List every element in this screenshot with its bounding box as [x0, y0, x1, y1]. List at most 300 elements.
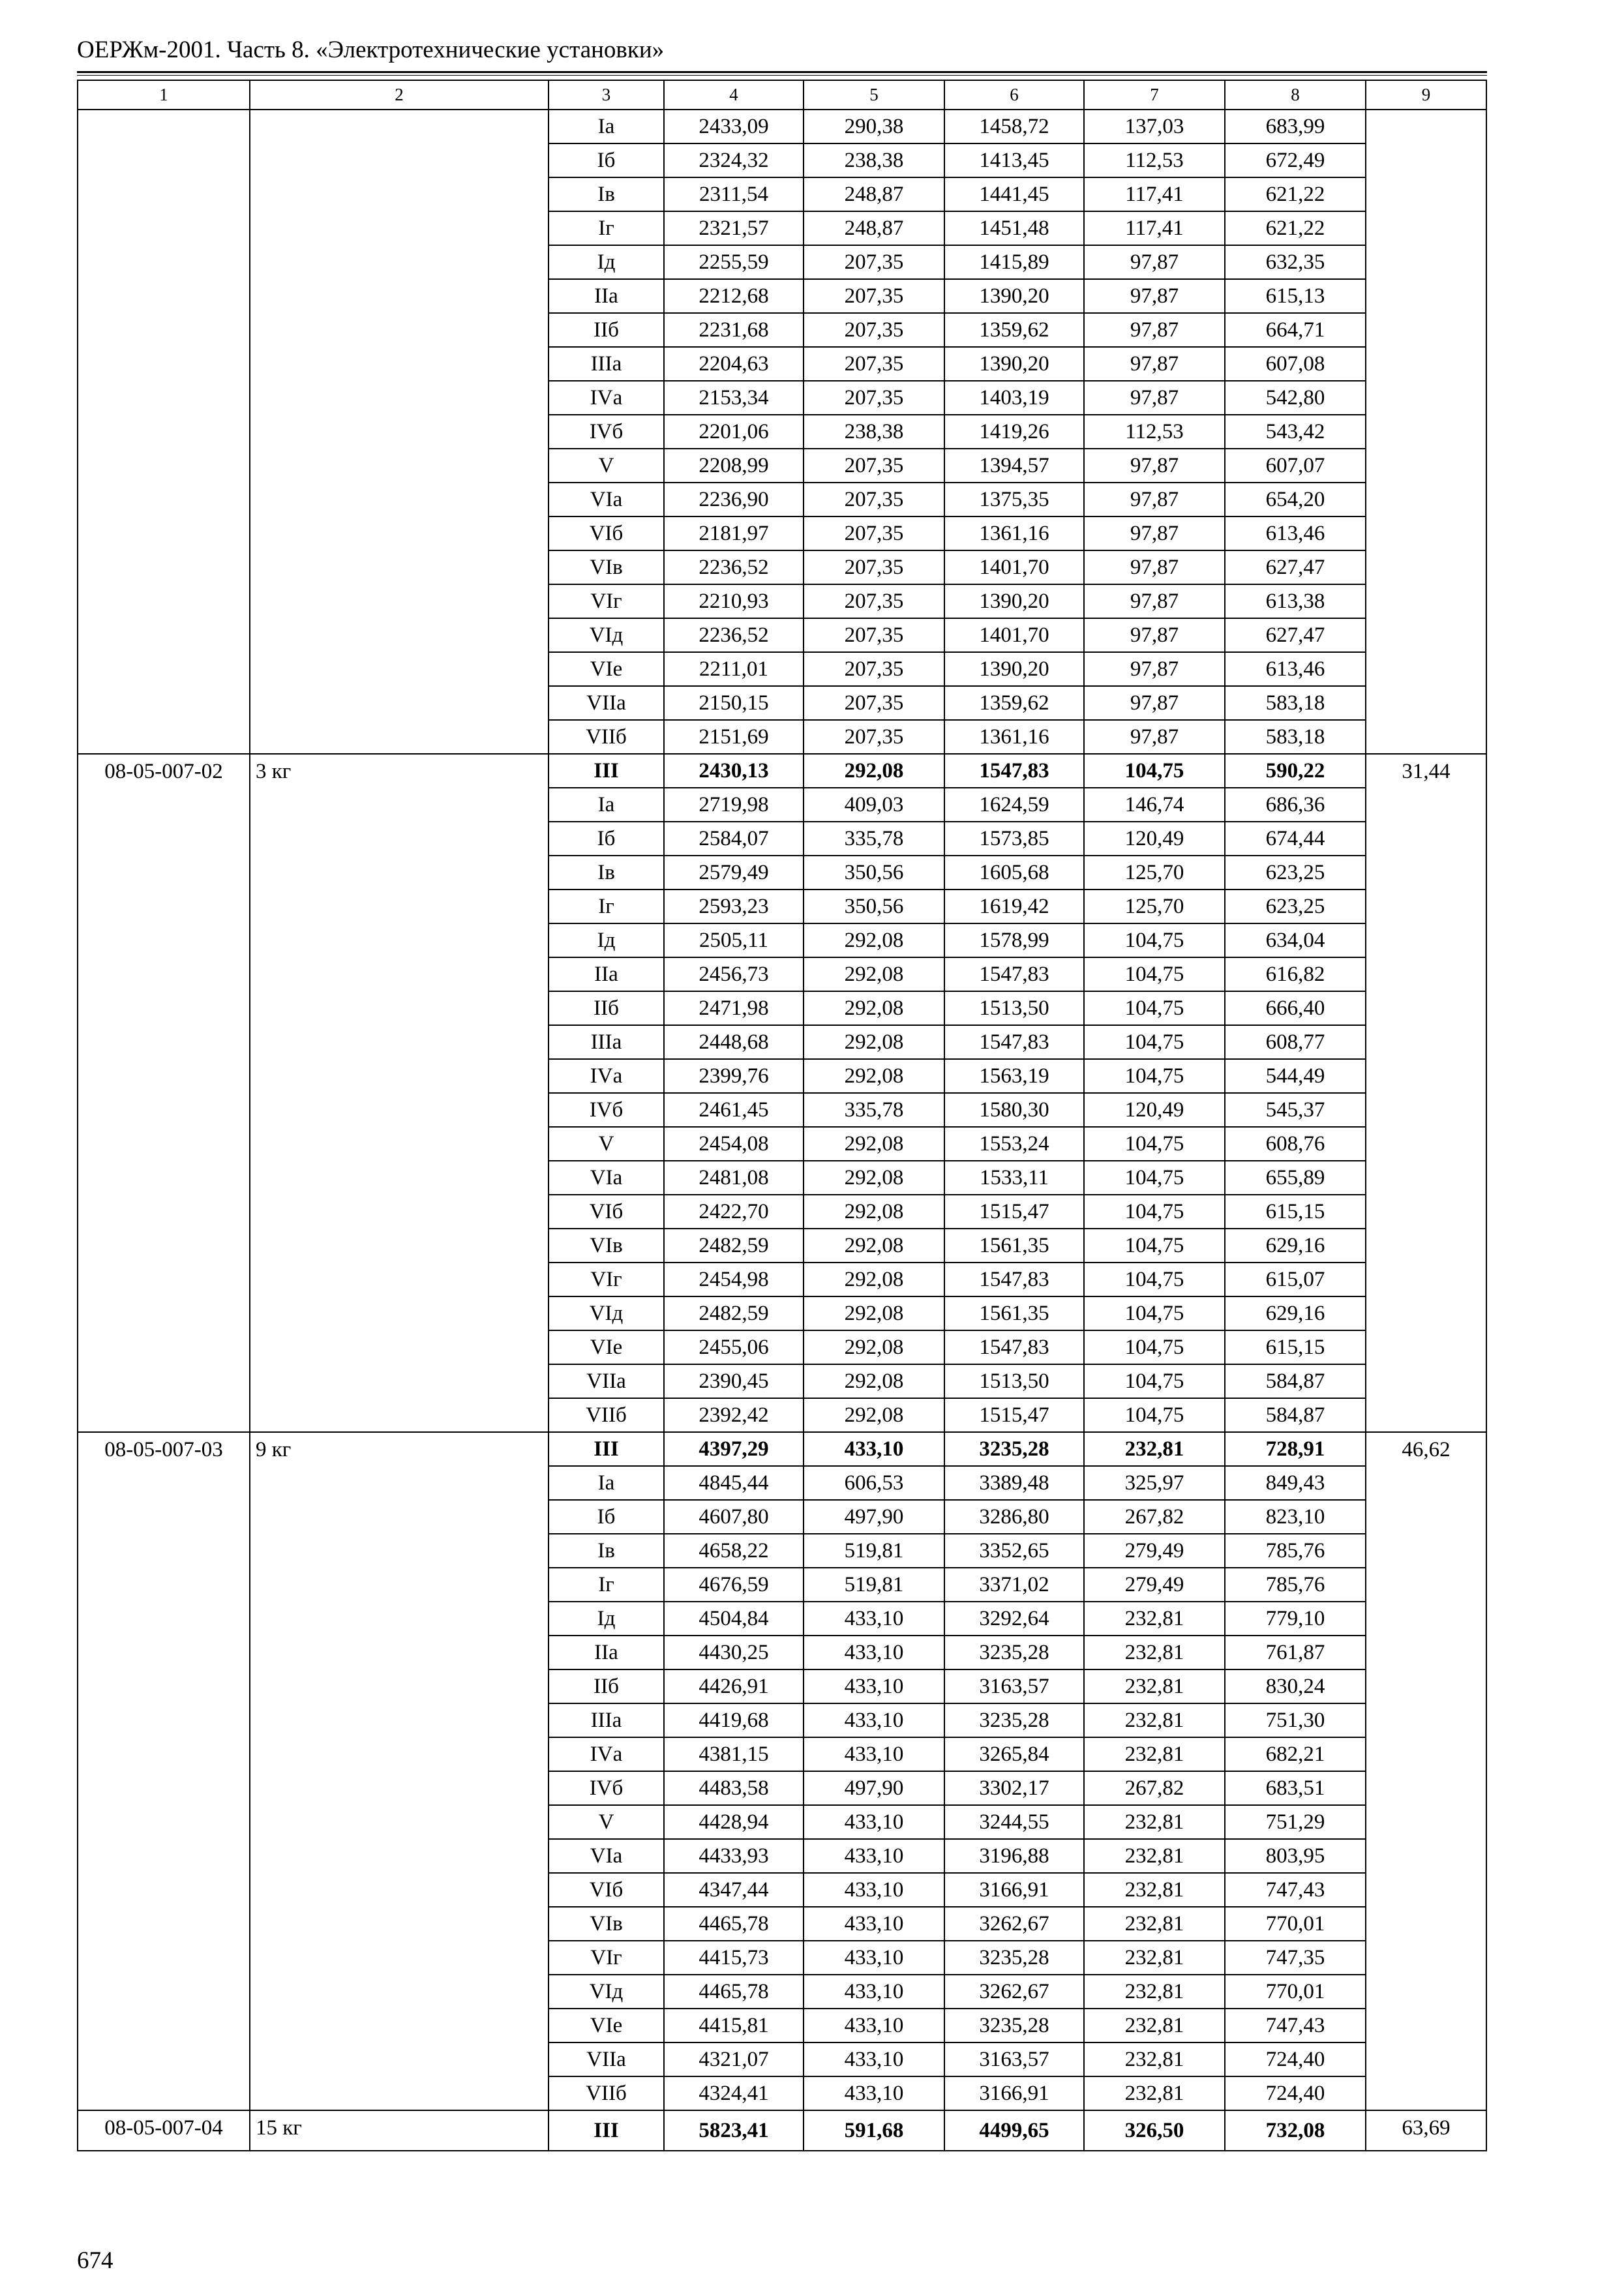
value-cell: 232,81: [1084, 1873, 1225, 1907]
value-cell: 1619,42: [944, 890, 1084, 923]
value-cell: 615,07: [1225, 1263, 1366, 1296]
zone-cell: VIв: [549, 550, 664, 584]
zone-cell: Iд: [549, 923, 664, 957]
value-cell: 623,25: [1225, 890, 1366, 923]
value-cell: 2236,52: [664, 550, 804, 584]
zone-cell: VIб: [549, 1873, 664, 1907]
value-cell: 97,87: [1084, 381, 1225, 415]
value-cell: 104,75: [1084, 1025, 1225, 1059]
zone-cell: IVа: [549, 381, 664, 415]
value-cell: 747,35: [1225, 1941, 1366, 1975]
value-cell: 1547,83: [944, 1025, 1084, 1059]
value-cell: 785,76: [1225, 1568, 1366, 1602]
norm-code: [78, 110, 250, 754]
value-cell: 2455,06: [664, 1330, 804, 1364]
value-cell: 335,78: [804, 822, 944, 856]
zone-cell: VIв: [549, 1229, 664, 1263]
value-cell: 4324,41: [664, 2076, 804, 2110]
value-cell: 542,80: [1225, 381, 1366, 415]
value-cell: 830,24: [1225, 1669, 1366, 1703]
value-cell: 519,81: [804, 1534, 944, 1568]
value-cell: 117,41: [1084, 211, 1225, 245]
value-cell: 207,35: [804, 449, 944, 483]
value-cell: 2505,11: [664, 923, 804, 957]
value-cell: 666,40: [1225, 991, 1366, 1025]
value-cell: 238,38: [804, 415, 944, 449]
value-cell: 2181,97: [664, 516, 804, 550]
zone-cell: V: [549, 449, 664, 483]
value-cell: 4347,44: [664, 1873, 804, 1907]
value-cell: 683,99: [1225, 110, 1366, 143]
value-cell: 292,08: [804, 1229, 944, 1263]
value-cell: 104,75: [1084, 1330, 1225, 1364]
value-cell: 1415,89: [944, 245, 1084, 279]
value-cell: 104,75: [1084, 1059, 1225, 1093]
value-cell: 4381,15: [664, 1737, 804, 1771]
value-cell: 1561,35: [944, 1296, 1084, 1330]
value-cell: 584,87: [1225, 1364, 1366, 1398]
value-cell: 613,46: [1225, 652, 1366, 686]
value-cell: 2454,98: [664, 1263, 804, 1296]
value-cell: 248,87: [804, 211, 944, 245]
value-cell: 267,82: [1084, 1500, 1225, 1534]
value-cell: 1390,20: [944, 584, 1084, 618]
value-cell: 623,25: [1225, 856, 1366, 890]
value-cell: 1515,47: [944, 1195, 1084, 1229]
value-cell: 104,75: [1084, 1229, 1225, 1263]
column-number: 2: [250, 80, 549, 110]
value-cell: 1561,35: [944, 1229, 1084, 1263]
norm-code: 08-05-007-03: [78, 1432, 250, 2110]
value-cell: 627,47: [1225, 618, 1366, 652]
value-cell: 629,16: [1225, 1296, 1366, 1330]
value-cell: 2399,76: [664, 1059, 804, 1093]
value-cell: 433,10: [804, 1602, 944, 1636]
column-number: 1: [78, 80, 250, 110]
value-cell: 4658,22: [664, 1534, 804, 1568]
value-cell: 2321,57: [664, 211, 804, 245]
value-cell: 4676,59: [664, 1568, 804, 1602]
zone-cell: VIв: [549, 1907, 664, 1941]
value-cell: 1403,19: [944, 381, 1084, 415]
value-cell: 137,03: [1084, 110, 1225, 143]
value-cell: 590,22: [1225, 754, 1366, 788]
value-cell: 350,56: [804, 890, 944, 923]
value-cell: 3163,57: [944, 2042, 1084, 2076]
value-cell: 2236,52: [664, 618, 804, 652]
value-cell: 292,08: [804, 1296, 944, 1330]
value-cell: 292,08: [804, 957, 944, 991]
value-cell: 232,81: [1084, 1975, 1225, 2009]
value-cell: 4415,81: [664, 2009, 804, 2042]
value-cell: 292,08: [804, 1364, 944, 1398]
value-cell: 292,08: [804, 1161, 944, 1195]
value-cell: 232,81: [1084, 1839, 1225, 1873]
value-cell: 3163,57: [944, 1669, 1084, 1703]
value-cell: 3262,67: [944, 1975, 1084, 2009]
value-cell: 232,81: [1084, 1703, 1225, 1737]
value-cell: 207,35: [804, 245, 944, 279]
value-cell: 1375,35: [944, 483, 1084, 516]
value-cell: 629,16: [1225, 1229, 1366, 1263]
value-cell: 104,75: [1084, 923, 1225, 957]
value-cell: 232,81: [1084, 1805, 1225, 1839]
value-cell: 2210,93: [664, 584, 804, 618]
value-cell: 97,87: [1084, 449, 1225, 483]
value-cell: 2482,59: [664, 1296, 804, 1330]
value-cell: 1390,20: [944, 347, 1084, 381]
zone-cell: IIIа: [549, 1025, 664, 1059]
zone-cell: Iг: [549, 1568, 664, 1602]
value-cell: 120,49: [1084, 822, 1225, 856]
value-cell: 112,53: [1084, 143, 1225, 177]
value-cell: 232,81: [1084, 1602, 1225, 1636]
value-cell: 104,75: [1084, 1263, 1225, 1296]
value-cell: 207,35: [804, 720, 944, 754]
value-cell: 433,10: [804, 2009, 944, 2042]
value-cell: 3235,28: [944, 1432, 1084, 1466]
value-cell: 326,50: [1084, 2110, 1225, 2151]
value-cell: 207,35: [804, 381, 944, 415]
value-cell: 2311,54: [664, 177, 804, 211]
value-cell: 1533,11: [944, 1161, 1084, 1195]
value-cell: 120,49: [1084, 1093, 1225, 1127]
zone-cell: V: [549, 1805, 664, 1839]
value-cell: 543,42: [1225, 415, 1366, 449]
value-cell: 747,43: [1225, 2009, 1366, 2042]
value-cell: 1624,59: [944, 788, 1084, 822]
value-cell: 2430,13: [664, 754, 804, 788]
value-cell: 232,81: [1084, 1737, 1225, 1771]
value-cell: 1401,70: [944, 550, 1084, 584]
value-cell: 2211,01: [664, 652, 804, 686]
column-number: 3: [549, 80, 664, 110]
column-number: 5: [804, 80, 944, 110]
value-cell: 3235,28: [944, 1941, 1084, 1975]
value-cell: 823,10: [1225, 1500, 1366, 1534]
zone-cell: Iа: [549, 110, 664, 143]
value-cell: 608,77: [1225, 1025, 1366, 1059]
zone-cell: IVб: [549, 1771, 664, 1805]
value-cell: 292,08: [804, 1398, 944, 1432]
zone-cell: VIа: [549, 1161, 664, 1195]
zone-cell: VIг: [549, 1263, 664, 1296]
value-cell: 621,22: [1225, 177, 1366, 211]
header-rule-thin: [77, 75, 1487, 76]
value-cell: 207,35: [804, 550, 944, 584]
value-cell: 433,10: [804, 1975, 944, 2009]
zone-cell: Iб: [549, 1500, 664, 1534]
zone-cell: Iа: [549, 788, 664, 822]
value-cell: 232,81: [1084, 2076, 1225, 2110]
value-cell: 672,49: [1225, 143, 1366, 177]
value-cell: 1547,83: [944, 957, 1084, 991]
value-cell: 1547,83: [944, 1263, 1084, 1296]
value-cell: 1458,72: [944, 110, 1084, 143]
value-cell: 433,10: [804, 1805, 944, 1839]
value-cell: 1547,83: [944, 1330, 1084, 1364]
norm-name: 9 кг: [250, 1432, 549, 2110]
zone-cell: Iб: [549, 143, 664, 177]
zone-cell: Iв: [549, 856, 664, 890]
value-cell: 4465,78: [664, 1907, 804, 1941]
column-number: 4: [664, 80, 804, 110]
value-cell: 279,49: [1084, 1534, 1225, 1568]
value-cell: 1390,20: [944, 279, 1084, 313]
value-cell: 2481,08: [664, 1161, 804, 1195]
zone-cell: VIг: [549, 1941, 664, 1975]
zone-cell: VIд: [549, 1296, 664, 1330]
value-cell: 591,68: [804, 2110, 944, 2151]
value-cell: 146,74: [1084, 788, 1225, 822]
value-cell: 292,08: [804, 1330, 944, 1364]
zone-cell: III: [549, 754, 664, 788]
value-cell: 292,08: [804, 923, 944, 957]
value-cell: 433,10: [804, 1636, 944, 1669]
value-cell: 97,87: [1084, 584, 1225, 618]
zone-cell: VIIб: [549, 2076, 664, 2110]
zone-cell: VIIа: [549, 1364, 664, 1398]
value-cell: 1441,45: [944, 177, 1084, 211]
value-cell: 97,87: [1084, 347, 1225, 381]
value-cell: 751,30: [1225, 1703, 1366, 1737]
value-cell: 3244,55: [944, 1805, 1084, 1839]
value-cell: 267,82: [1084, 1771, 1225, 1805]
value-cell: 664,71: [1225, 313, 1366, 347]
value-cell: 4499,65: [944, 2110, 1084, 2151]
value-cell: 292,08: [804, 1127, 944, 1161]
value-cell: 615,15: [1225, 1330, 1366, 1364]
value-cell: 686,36: [1225, 788, 1366, 822]
zone-cell: VIд: [549, 1975, 664, 2009]
value-cell: 4483,58: [664, 1771, 804, 1805]
value-cell: 97,87: [1084, 279, 1225, 313]
value-cell: 674,44: [1225, 822, 1366, 856]
value-cell: 1580,30: [944, 1093, 1084, 1127]
value-cell: 2324,32: [664, 143, 804, 177]
value-cell: 104,75: [1084, 1161, 1225, 1195]
value-cell: 232,81: [1084, 2009, 1225, 2042]
value-cell: 1513,50: [944, 991, 1084, 1025]
value-cell: 4419,68: [664, 1703, 804, 1737]
value-cell: 3196,88: [944, 1839, 1084, 1873]
value-cell: 292,08: [804, 1059, 944, 1093]
value-cell: 2448,68: [664, 1025, 804, 1059]
value-cell: 433,10: [804, 1839, 944, 1873]
value-cell: 3292,64: [944, 1602, 1084, 1636]
value-cell: 2151,69: [664, 720, 804, 754]
value-cell: 724,40: [1225, 2042, 1366, 2076]
value-cell: 125,70: [1084, 890, 1225, 923]
value-cell: 97,87: [1084, 618, 1225, 652]
value-cell: 785,76: [1225, 1534, 1366, 1568]
total-cell: 31,44: [1366, 754, 1486, 1432]
value-cell: 2390,45: [664, 1364, 804, 1398]
value-cell: 1573,85: [944, 822, 1084, 856]
value-cell: 207,35: [804, 483, 944, 516]
value-cell: 104,75: [1084, 1398, 1225, 1432]
zone-cell: IIа: [549, 1636, 664, 1669]
table-row: [78, 110, 1486, 143]
value-cell: 292,08: [804, 1263, 944, 1296]
value-cell: 627,47: [1225, 550, 1366, 584]
value-cell: 3166,91: [944, 1873, 1084, 1907]
value-cell: 607,08: [1225, 347, 1366, 381]
zone-cell: IVа: [549, 1737, 664, 1771]
value-cell: 2236,90: [664, 483, 804, 516]
value-cell: 104,75: [1084, 991, 1225, 1025]
value-cell: 2153,34: [664, 381, 804, 415]
value-cell: 4428,94: [664, 1805, 804, 1839]
zone-cell: Iб: [549, 822, 664, 856]
value-cell: 2208,99: [664, 449, 804, 483]
value-cell: 770,01: [1225, 1907, 1366, 1941]
zone-cell: IIIа: [549, 347, 664, 381]
value-cell: 613,38: [1225, 584, 1366, 618]
zone-cell: VIд: [549, 618, 664, 652]
value-cell: 207,35: [804, 516, 944, 550]
value-cell: 519,81: [804, 1568, 944, 1602]
value-cell: 1515,47: [944, 1398, 1084, 1432]
value-cell: 803,95: [1225, 1839, 1366, 1873]
value-cell: 2584,07: [664, 822, 804, 856]
value-cell: 433,10: [804, 2076, 944, 2110]
zone-cell: VIг: [549, 584, 664, 618]
value-cell: 1451,48: [944, 211, 1084, 245]
value-cell: 335,78: [804, 1093, 944, 1127]
value-cell: 3235,28: [944, 1703, 1084, 1737]
value-cell: 1578,99: [944, 923, 1084, 957]
value-cell: 207,35: [804, 279, 944, 313]
value-cell: 545,37: [1225, 1093, 1366, 1127]
value-cell: 4415,73: [664, 1941, 804, 1975]
zone-cell: Iг: [549, 890, 664, 923]
value-cell: 409,03: [804, 788, 944, 822]
value-cell: 2150,15: [664, 686, 804, 720]
value-cell: 2255,59: [664, 245, 804, 279]
zone-cell: VIб: [549, 516, 664, 550]
value-cell: 1605,68: [944, 856, 1084, 890]
value-cell: 615,15: [1225, 1195, 1366, 1229]
value-cell: 104,75: [1084, 1364, 1225, 1398]
zone-cell: IIа: [549, 279, 664, 313]
value-cell: 2392,42: [664, 1398, 804, 1432]
value-cell: 682,21: [1225, 1737, 1366, 1771]
value-cell: 2482,59: [664, 1229, 804, 1263]
zone-cell: VIIб: [549, 1398, 664, 1432]
value-cell: 770,01: [1225, 1975, 1366, 2009]
value-cell: 232,81: [1084, 1907, 1225, 1941]
value-cell: 621,22: [1225, 211, 1366, 245]
zone-cell: III: [549, 2110, 664, 2151]
zone-cell: VIIа: [549, 686, 664, 720]
value-cell: 2719,98: [664, 788, 804, 822]
value-cell: 634,04: [1225, 923, 1366, 957]
total-cell: 63,69: [1366, 2110, 1486, 2151]
value-cell: 104,75: [1084, 1296, 1225, 1330]
value-cell: 232,81: [1084, 1941, 1225, 1975]
value-cell: 4426,91: [664, 1669, 804, 1703]
value-cell: 1394,57: [944, 449, 1084, 483]
value-cell: 2231,68: [664, 313, 804, 347]
header-rule-thick: [77, 71, 1487, 73]
value-cell: 1390,20: [944, 652, 1084, 686]
value-cell: 4845,44: [664, 1466, 804, 1500]
value-cell: 616,82: [1225, 957, 1366, 991]
value-cell: 248,87: [804, 177, 944, 211]
value-cell: 292,08: [804, 754, 944, 788]
value-cell: 2422,70: [664, 1195, 804, 1229]
norm-name: 15 кг: [250, 2110, 549, 2151]
value-cell: 1401,70: [944, 618, 1084, 652]
zone-cell: IIб: [549, 313, 664, 347]
norm-name: [250, 110, 549, 754]
value-cell: 104,75: [1084, 957, 1225, 991]
table-row: [78, 1432, 1486, 1466]
value-cell: 683,51: [1225, 1771, 1366, 1805]
value-cell: 654,20: [1225, 483, 1366, 516]
value-cell: 615,13: [1225, 279, 1366, 313]
value-cell: 751,29: [1225, 1805, 1366, 1839]
zone-cell: V: [549, 1127, 664, 1161]
zone-cell: III: [549, 1432, 664, 1466]
value-cell: 2204,63: [664, 347, 804, 381]
value-cell: 2593,23: [664, 890, 804, 923]
zone-cell: IIIа: [549, 1703, 664, 1737]
zone-cell: Iг: [549, 211, 664, 245]
zone-cell: VIе: [549, 2009, 664, 2042]
table-row: [78, 2110, 1486, 2151]
value-cell: 3265,84: [944, 1737, 1084, 1771]
value-cell: 279,49: [1084, 1568, 1225, 1602]
zone-cell: VIа: [549, 1839, 664, 1873]
value-cell: 1553,24: [944, 1127, 1084, 1161]
zone-cell: Iв: [549, 1534, 664, 1568]
value-cell: 433,10: [804, 2042, 944, 2076]
column-number: 6: [944, 80, 1084, 110]
value-cell: 632,35: [1225, 245, 1366, 279]
value-cell: 1413,45: [944, 143, 1084, 177]
zone-cell: IIб: [549, 991, 664, 1025]
zone-cell: Iд: [549, 245, 664, 279]
value-cell: 2471,98: [664, 991, 804, 1025]
value-cell: 2433,09: [664, 110, 804, 143]
value-cell: 232,81: [1084, 1636, 1225, 1669]
value-cell: 125,70: [1084, 856, 1225, 890]
zone-cell: VIIб: [549, 720, 664, 754]
value-cell: 608,76: [1225, 1127, 1366, 1161]
value-cell: 97,87: [1084, 245, 1225, 279]
value-cell: 3235,28: [944, 2009, 1084, 2042]
value-cell: 1513,50: [944, 1364, 1084, 1398]
value-cell: 584,87: [1225, 1398, 1366, 1432]
value-cell: 779,10: [1225, 1602, 1366, 1636]
value-cell: 97,87: [1084, 516, 1225, 550]
table-row: [78, 754, 1486, 788]
value-cell: 728,91: [1225, 1432, 1366, 1466]
value-cell: 232,81: [1084, 1432, 1225, 1466]
value-cell: 544,49: [1225, 1059, 1366, 1093]
value-cell: 5823,41: [664, 2110, 804, 2151]
norm-code: 08-05-007-04: [78, 2110, 250, 2151]
value-cell: 3166,91: [944, 2076, 1084, 2110]
value-cell: 606,53: [804, 1466, 944, 1500]
value-cell: 4433,93: [664, 1839, 804, 1873]
value-cell: 207,35: [804, 347, 944, 381]
value-cell: 3352,65: [944, 1534, 1084, 1568]
value-cell: 232,81: [1084, 1669, 1225, 1703]
zone-cell: VIе: [549, 1330, 664, 1364]
